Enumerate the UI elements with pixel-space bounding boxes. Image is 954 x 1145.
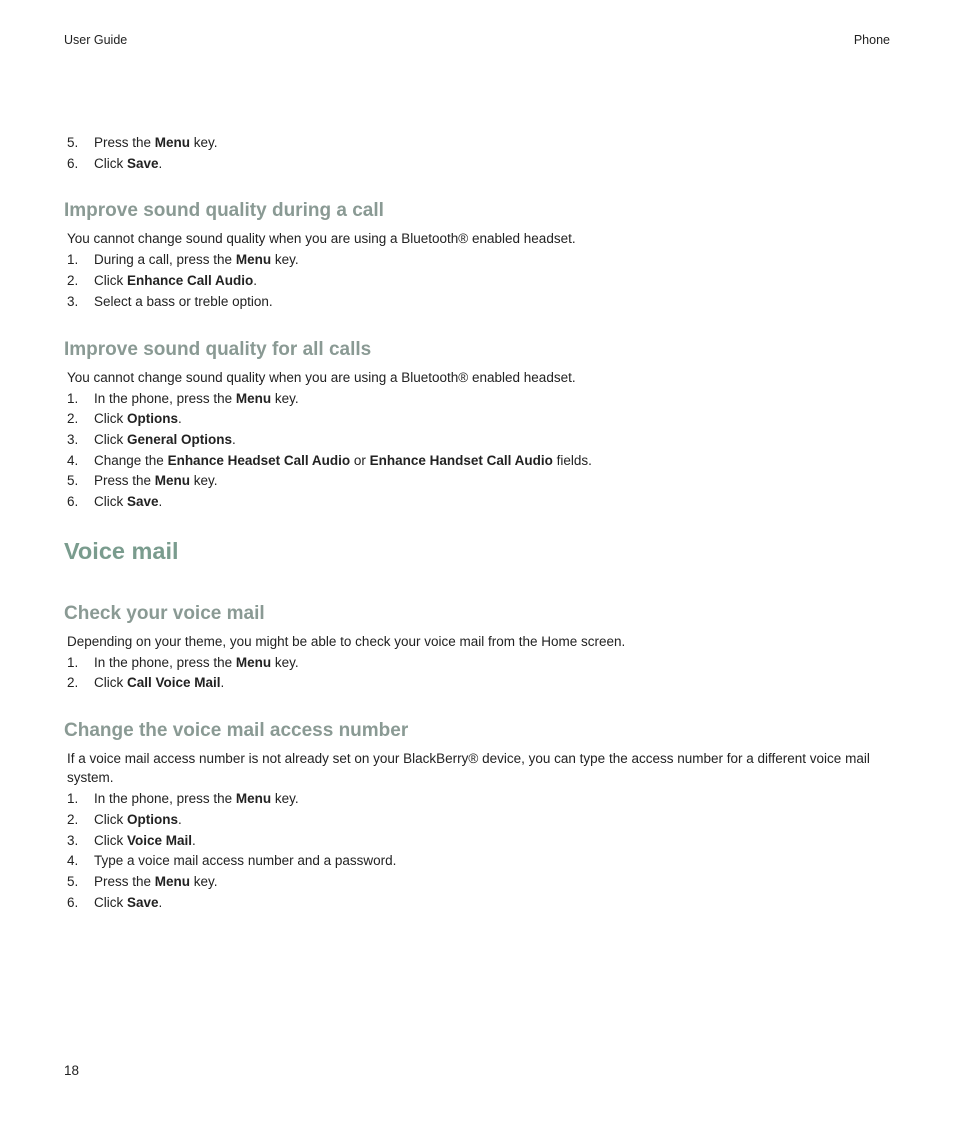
page-number: 18 <box>64 1063 80 1078</box>
ui-term: Menu <box>235 390 272 406</box>
step-text: or <box>350 452 370 468</box>
ui-term: Menu <box>154 135 191 150</box>
ui-term: Menu <box>235 252 272 268</box>
ui-term: Menu <box>235 791 272 807</box>
step-item <box>64 154 890 175</box>
steps-list-intro <box>64 133 890 174</box>
step-text: Press the <box>94 473 155 489</box>
step-number: 6. <box>67 494 79 510</box>
step-number: 5. <box>67 135 79 150</box>
step-text: Click <box>94 832 127 848</box>
ui-term: Enhance Call Audio <box>127 273 254 289</box>
step-text: key. <box>190 873 218 889</box>
step-text: key. <box>271 791 299 807</box>
step-text: . <box>158 894 163 910</box>
ui-term: Voice Mail <box>127 832 193 848</box>
step-item <box>64 673 890 694</box>
step-text: . <box>253 273 258 289</box>
step-text: . <box>158 155 163 171</box>
step-text: key. <box>190 135 218 150</box>
step-item <box>64 789 890 810</box>
step-text: Change the <box>94 452 168 468</box>
step-text: . <box>232 431 236 447</box>
step-item <box>64 471 890 492</box>
step-text: Press the <box>94 873 155 889</box>
steps-list-improve-sound-quality-during-a-call <box>64 250 890 312</box>
header-chapter-title: Phone <box>853 33 890 47</box>
step-number: 1. <box>67 390 79 406</box>
step-number: 3. <box>67 431 79 447</box>
intro-paragraph-improve-sound-quality-during-a-call: You cannot change sound quality when you are using a Bluetooth® enabled headset. <box>67 231 576 247</box>
step-text: Click <box>94 675 127 691</box>
step-text: key. <box>190 473 218 489</box>
step-text: Click <box>94 431 127 447</box>
step-number: 2. <box>67 273 79 289</box>
step-item <box>64 872 890 893</box>
intro-paragraph-improve-sound-quality-for-all-calls: You cannot change sound quality when you are using a Bluetooth® enabled headset. <box>67 369 576 385</box>
step-number: 1. <box>67 791 79 807</box>
ui-term: Options <box>127 811 178 827</box>
step-number: 4. <box>67 452 79 468</box>
ui-term: Save <box>127 894 159 910</box>
intro-paragraph-change-the-voice-mail-access-number: If a voice mail access number is not already set on your BlackBerry® device, you can type the access number for a different voice mail system. <box>67 751 870 786</box>
step-item <box>64 389 890 410</box>
ui-term: Enhance Handset Call Audio <box>369 452 553 468</box>
step-text: fields. <box>552 452 592 468</box>
step-text: . <box>192 832 196 848</box>
ui-term: Options <box>127 411 178 427</box>
intro-paragraph-check-your-voice-mail: Depending on your theme, you might be able to check your voice mail from the Home screen. <box>67 633 626 649</box>
step-text: Type a voice mail access number and a password. <box>94 853 397 869</box>
header-doc-title: User Guide <box>64 33 128 47</box>
step-item <box>64 653 890 674</box>
step-number: 5. <box>67 473 79 489</box>
step-item <box>64 851 890 872</box>
step-text: . <box>178 811 182 827</box>
step-item <box>64 430 890 451</box>
subheading-check-your-voice-mail: Check your voice mail <box>64 602 265 624</box>
step-text: . <box>158 494 163 510</box>
step-number: 1. <box>67 654 79 670</box>
ui-term: Menu <box>235 654 272 670</box>
step-number: 2. <box>67 411 79 427</box>
step-item <box>64 492 890 513</box>
step-text: In the phone, press the <box>94 791 236 807</box>
step-text: During a call, press the <box>94 252 236 268</box>
step-text: key. <box>271 252 299 268</box>
step-item <box>64 831 890 852</box>
step-text: . <box>178 411 182 427</box>
subheading-improve-sound-quality-during-a-call: Improve sound quality during a call <box>64 200 384 222</box>
ui-term: Enhance Headset Call Audio <box>167 452 351 468</box>
steps-list-check-your-voice-mail <box>64 653 890 694</box>
step-item <box>64 250 890 271</box>
step-text: Select a bass or treble option. <box>94 293 273 309</box>
ui-term: Menu <box>154 873 191 889</box>
step-item <box>64 451 890 472</box>
step-text: Click <box>94 894 127 910</box>
step-text: . <box>220 675 225 691</box>
ui-term: Save <box>127 155 159 171</box>
step-text: Click <box>94 494 127 510</box>
ui-term: Menu <box>154 473 191 489</box>
step-item <box>64 409 890 430</box>
step-number: 6. <box>67 894 79 910</box>
step-item <box>64 893 890 914</box>
ui-term: Call Voice Mail <box>127 675 221 691</box>
step-number: 3. <box>67 832 79 848</box>
page-content <box>64 133 890 913</box>
step-item <box>64 133 890 154</box>
step-number: 2. <box>67 811 79 827</box>
step-text: In the phone, press the <box>94 654 236 670</box>
section-heading-voice-mail: Voice mail <box>64 537 179 564</box>
step-number: 3. <box>67 293 79 309</box>
step-number: 1. <box>67 252 79 268</box>
step-item <box>64 810 890 831</box>
ui-term: Save <box>127 494 159 510</box>
step-text: Press the <box>94 135 155 150</box>
steps-list-improve-sound-quality-for-all-calls <box>64 389 890 513</box>
step-text: key. <box>271 654 299 670</box>
step-text: Click <box>94 811 127 827</box>
subheading-change-the-voice-mail-access-number: Change the voice mail access number <box>64 720 409 742</box>
step-number: 6. <box>67 155 79 171</box>
step-text: Click <box>94 273 127 289</box>
ui-term: General Options <box>127 431 233 447</box>
steps-list-change-the-voice-mail-access-number <box>64 789 890 913</box>
step-item <box>64 271 890 292</box>
step-number: 4. <box>67 853 79 869</box>
step-text: Click <box>94 411 127 427</box>
step-text: Click <box>94 155 127 171</box>
step-text: key. <box>271 390 299 406</box>
subheading-improve-sound-quality-for-all-calls: Improve sound quality for all calls <box>64 338 372 360</box>
step-text: In the phone, press the <box>94 390 236 406</box>
step-number: 2. <box>67 675 79 691</box>
step-number: 5. <box>67 873 79 889</box>
step-item <box>64 292 890 313</box>
